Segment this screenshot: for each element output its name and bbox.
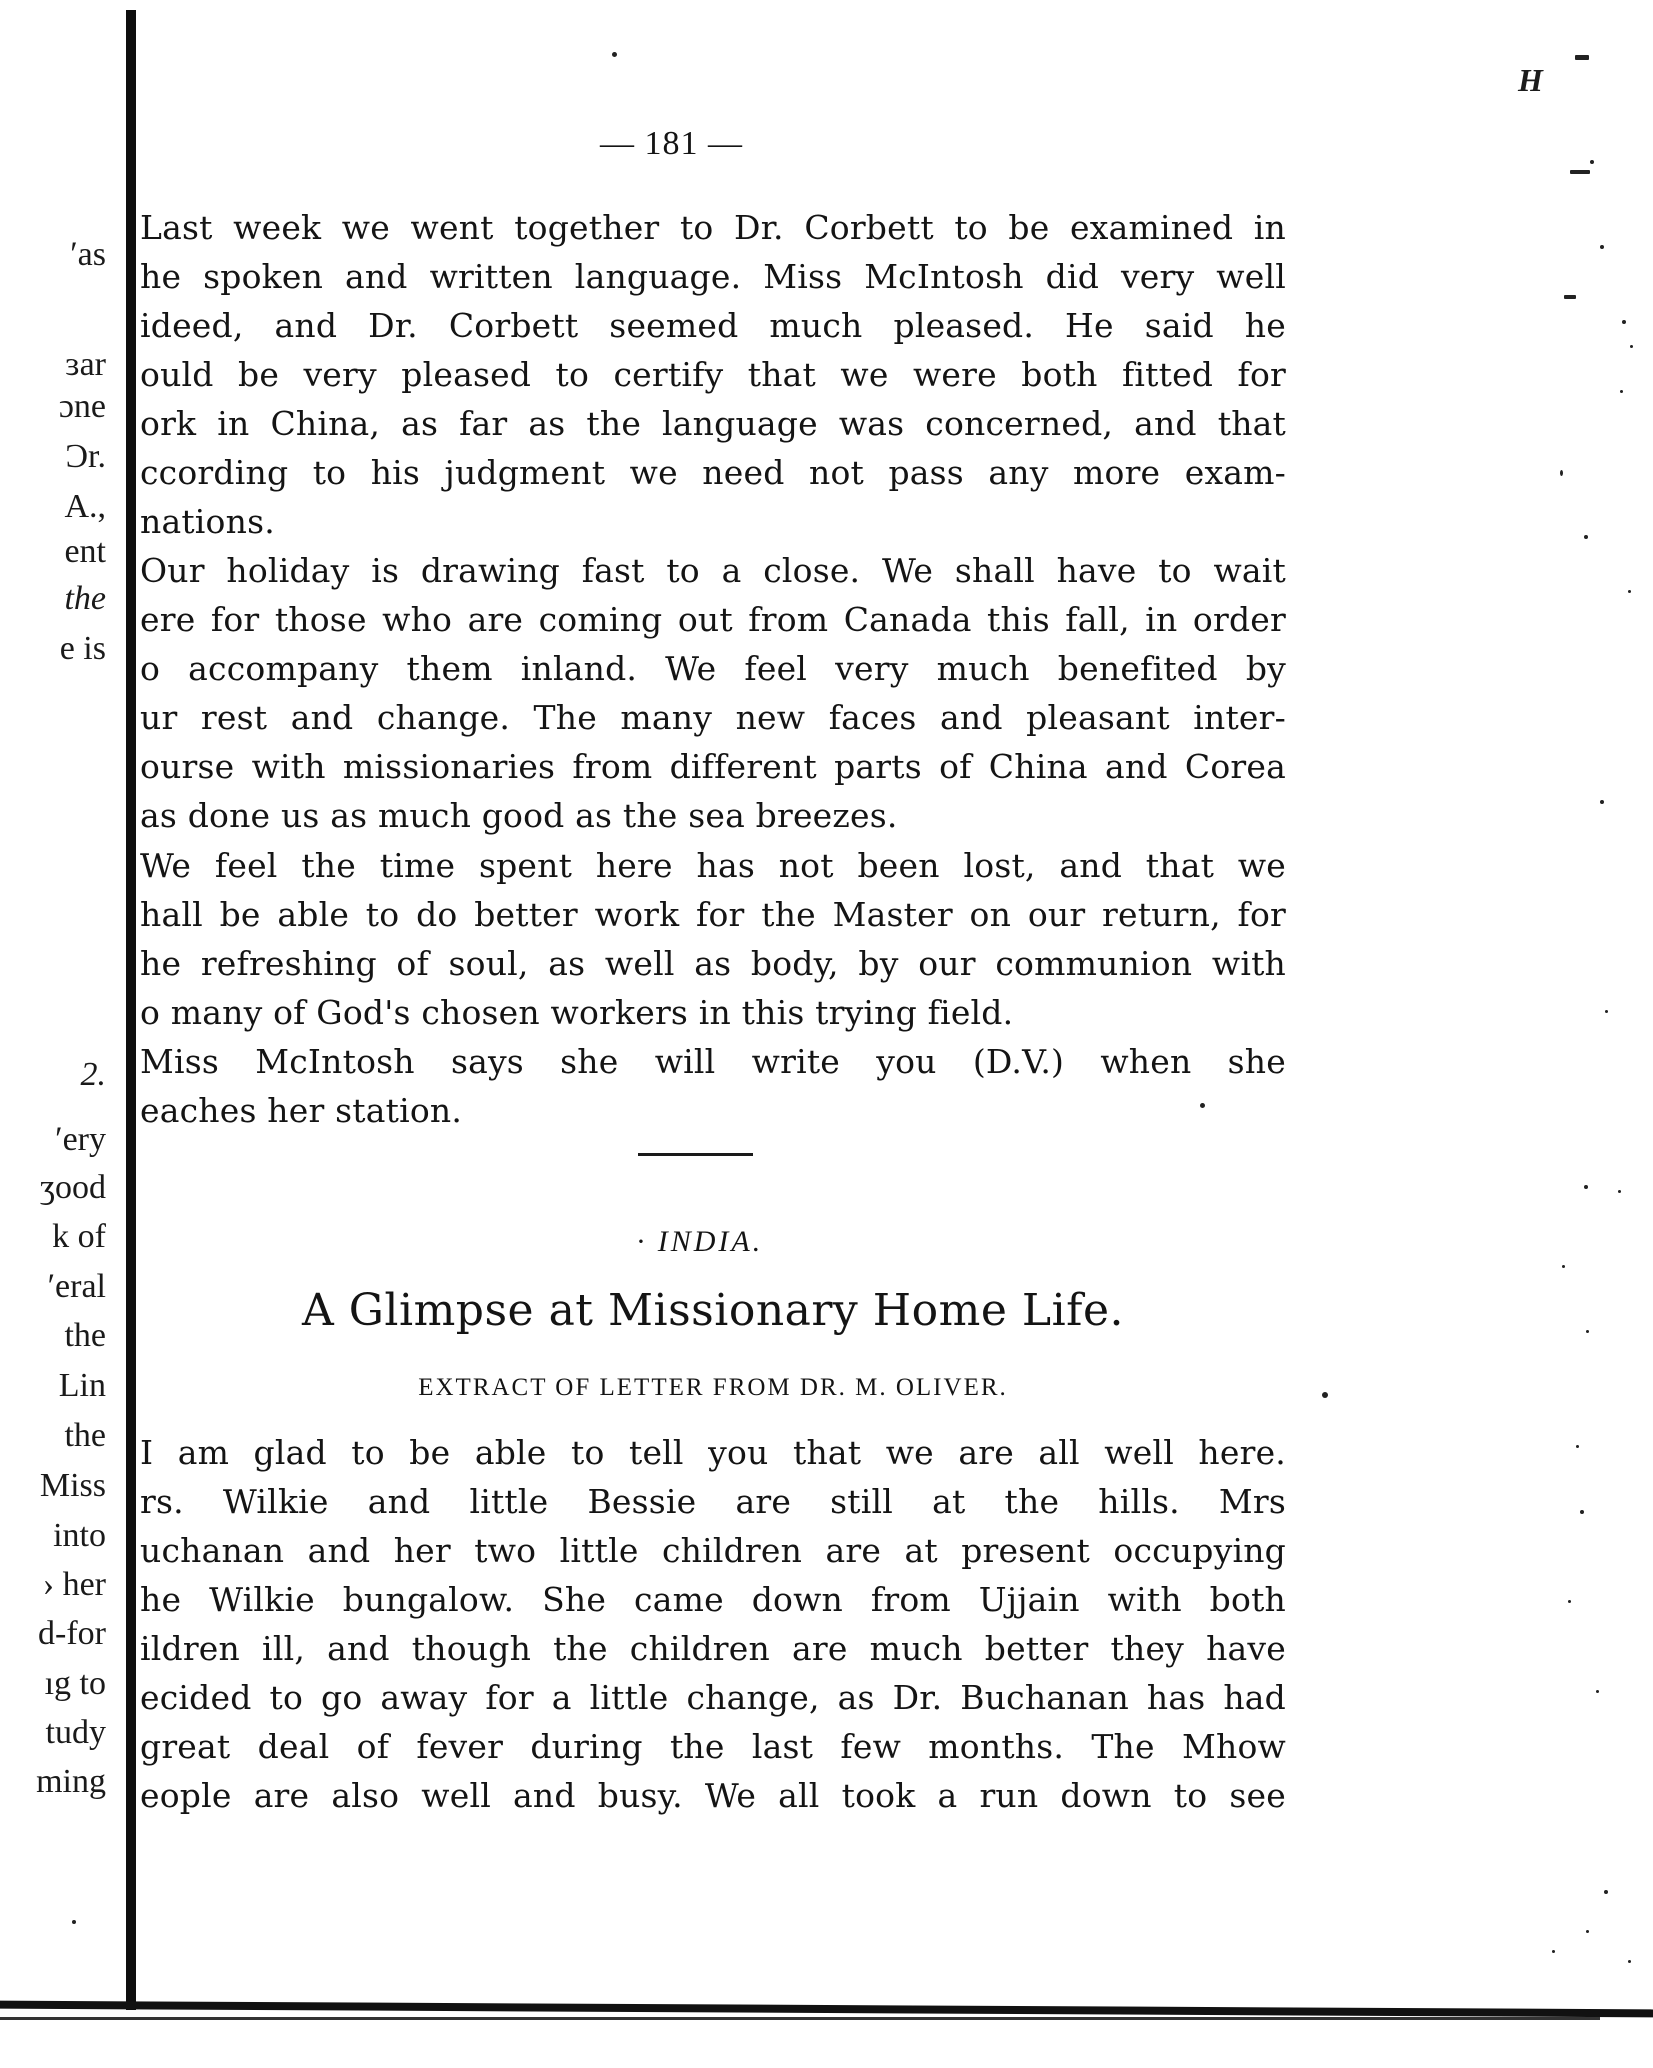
- text-line: hall be able to do better work for the Master on our return, for: [140, 895, 1286, 934]
- margin-fragment: ıg to: [44, 1665, 106, 1702]
- text-line: ork in China, as far as the language was concerned, and that: [140, 404, 1286, 443]
- text-line: Last week we went together to Dr. Corbett to be examined in: [140, 208, 1286, 247]
- margin-fragment: k of: [52, 1218, 106, 1255]
- page-number: — 181 —: [600, 125, 743, 162]
- scan-specks: [1500, 0, 1653, 2000]
- margin-fragment: › her: [42, 1566, 106, 1603]
- margin-fragment: ɔne: [58, 388, 106, 425]
- margin-fragment: e is: [59, 630, 106, 667]
- text-line: ecided to go away for a little change, as Dr. Buchanan has had: [140, 1678, 1286, 1717]
- margin-fragment: the: [64, 580, 106, 617]
- text-line: he refreshing of soul, as well as body, by our communion with: [140, 944, 1286, 983]
- margin-fragment: ʹeral: [47, 1268, 106, 1305]
- scan-speck: [72, 1920, 76, 1924]
- margin-fragment: Ɔr.: [65, 438, 106, 475]
- margin-fragment: ʒood: [39, 1169, 106, 1206]
- text-line: Miss McIntosh says she will write you (D.V.) when she: [140, 1042, 1286, 1081]
- margin-fragment: the: [64, 1317, 106, 1354]
- text-line: he Wilkie bungalow. She came down from Ujjain with both: [140, 1580, 1286, 1619]
- text-line: great deal of fever during the last few months. The Mhow: [140, 1727, 1286, 1766]
- margin-fragment: ming: [36, 1763, 106, 1800]
- text-line: he spoken and written language. Miss McIntosh did very well: [140, 257, 1286, 296]
- section-divider: [638, 1153, 753, 1156]
- text-line: eople are also well and busy. We all took a run down to see: [140, 1776, 1286, 1815]
- margin-fragment: into: [53, 1517, 106, 1554]
- article-subtitle: EXTRACT OF LETTER FROM DR. M. OLIVER.: [418, 1374, 1008, 1401]
- margin-fragment: Miss: [39, 1467, 106, 1504]
- bottom-edge-rule: [0, 2001, 1653, 2018]
- binding-gutter: [126, 10, 136, 2010]
- text-line: o accompany them inland. We feel very much benefited by: [140, 649, 1286, 688]
- text-line: ere for those who are coming out from Canada this fall, in order: [140, 600, 1286, 639]
- margin-fragment: ent: [64, 533, 106, 570]
- text-line: ur rest and change. The many new faces and pleasant inter-: [140, 698, 1286, 737]
- text-line: ould be very pleased to certify that we were both fitted for: [140, 355, 1286, 394]
- margin-fragment: A.,: [64, 488, 106, 525]
- text-line: ildren ill, and though the children are much better they have: [140, 1629, 1286, 1668]
- margin-fragment: tudy: [45, 1714, 106, 1751]
- text-line: eaches her station.: [140, 1091, 463, 1130]
- text-line: as done us as much good as the sea breezes.: [140, 796, 898, 835]
- text-line: nations.: [140, 502, 275, 541]
- text-line: Our holiday is drawing fast to a close. We shall have to wait: [140, 551, 1286, 590]
- region-heading: · INDIA.: [636, 1225, 764, 1258]
- text-line: ourse with missionaries from different parts of China and Corea: [140, 747, 1286, 786]
- text-line: I am glad to be able to tell you that we are all well here.: [140, 1433, 1286, 1472]
- margin-fragment: d-for: [38, 1615, 106, 1652]
- text-line: rs. Wilkie and little Bessie are still at the hills. Mrs: [140, 1482, 1286, 1521]
- scan-speck: [1322, 1392, 1328, 1398]
- margin-fragment: ʹery: [55, 1121, 106, 1158]
- margin-fragment: 2.: [80, 1056, 106, 1093]
- scan-speck: [612, 52, 617, 57]
- corner-mark: H: [1518, 62, 1543, 98]
- text-line: ccording to his judgment we need not pass any more exam-: [140, 453, 1286, 492]
- margin-fragment: Lin: [58, 1367, 106, 1404]
- margin-fragment: ʹas: [70, 236, 106, 273]
- margin-fragment: ɜar: [65, 346, 106, 383]
- adjacent-page-margin: [0, 0, 118, 2000]
- text-line: We feel the time spent here has not been lost, and that we: [140, 846, 1286, 885]
- text-line: ideed, and Dr. Corbett seemed much pleased. He said he: [140, 306, 1286, 345]
- article-title: A Glimpse at Missionary Home Life.: [302, 1285, 1124, 1336]
- margin-fragment: the: [64, 1417, 106, 1454]
- text-line: o many of God's chosen workers in this trying field.: [140, 993, 1014, 1032]
- bottom-edge-rule-secondary: [0, 2017, 1600, 2020]
- text-line: uchanan and her two little children are at present occupying: [140, 1531, 1286, 1570]
